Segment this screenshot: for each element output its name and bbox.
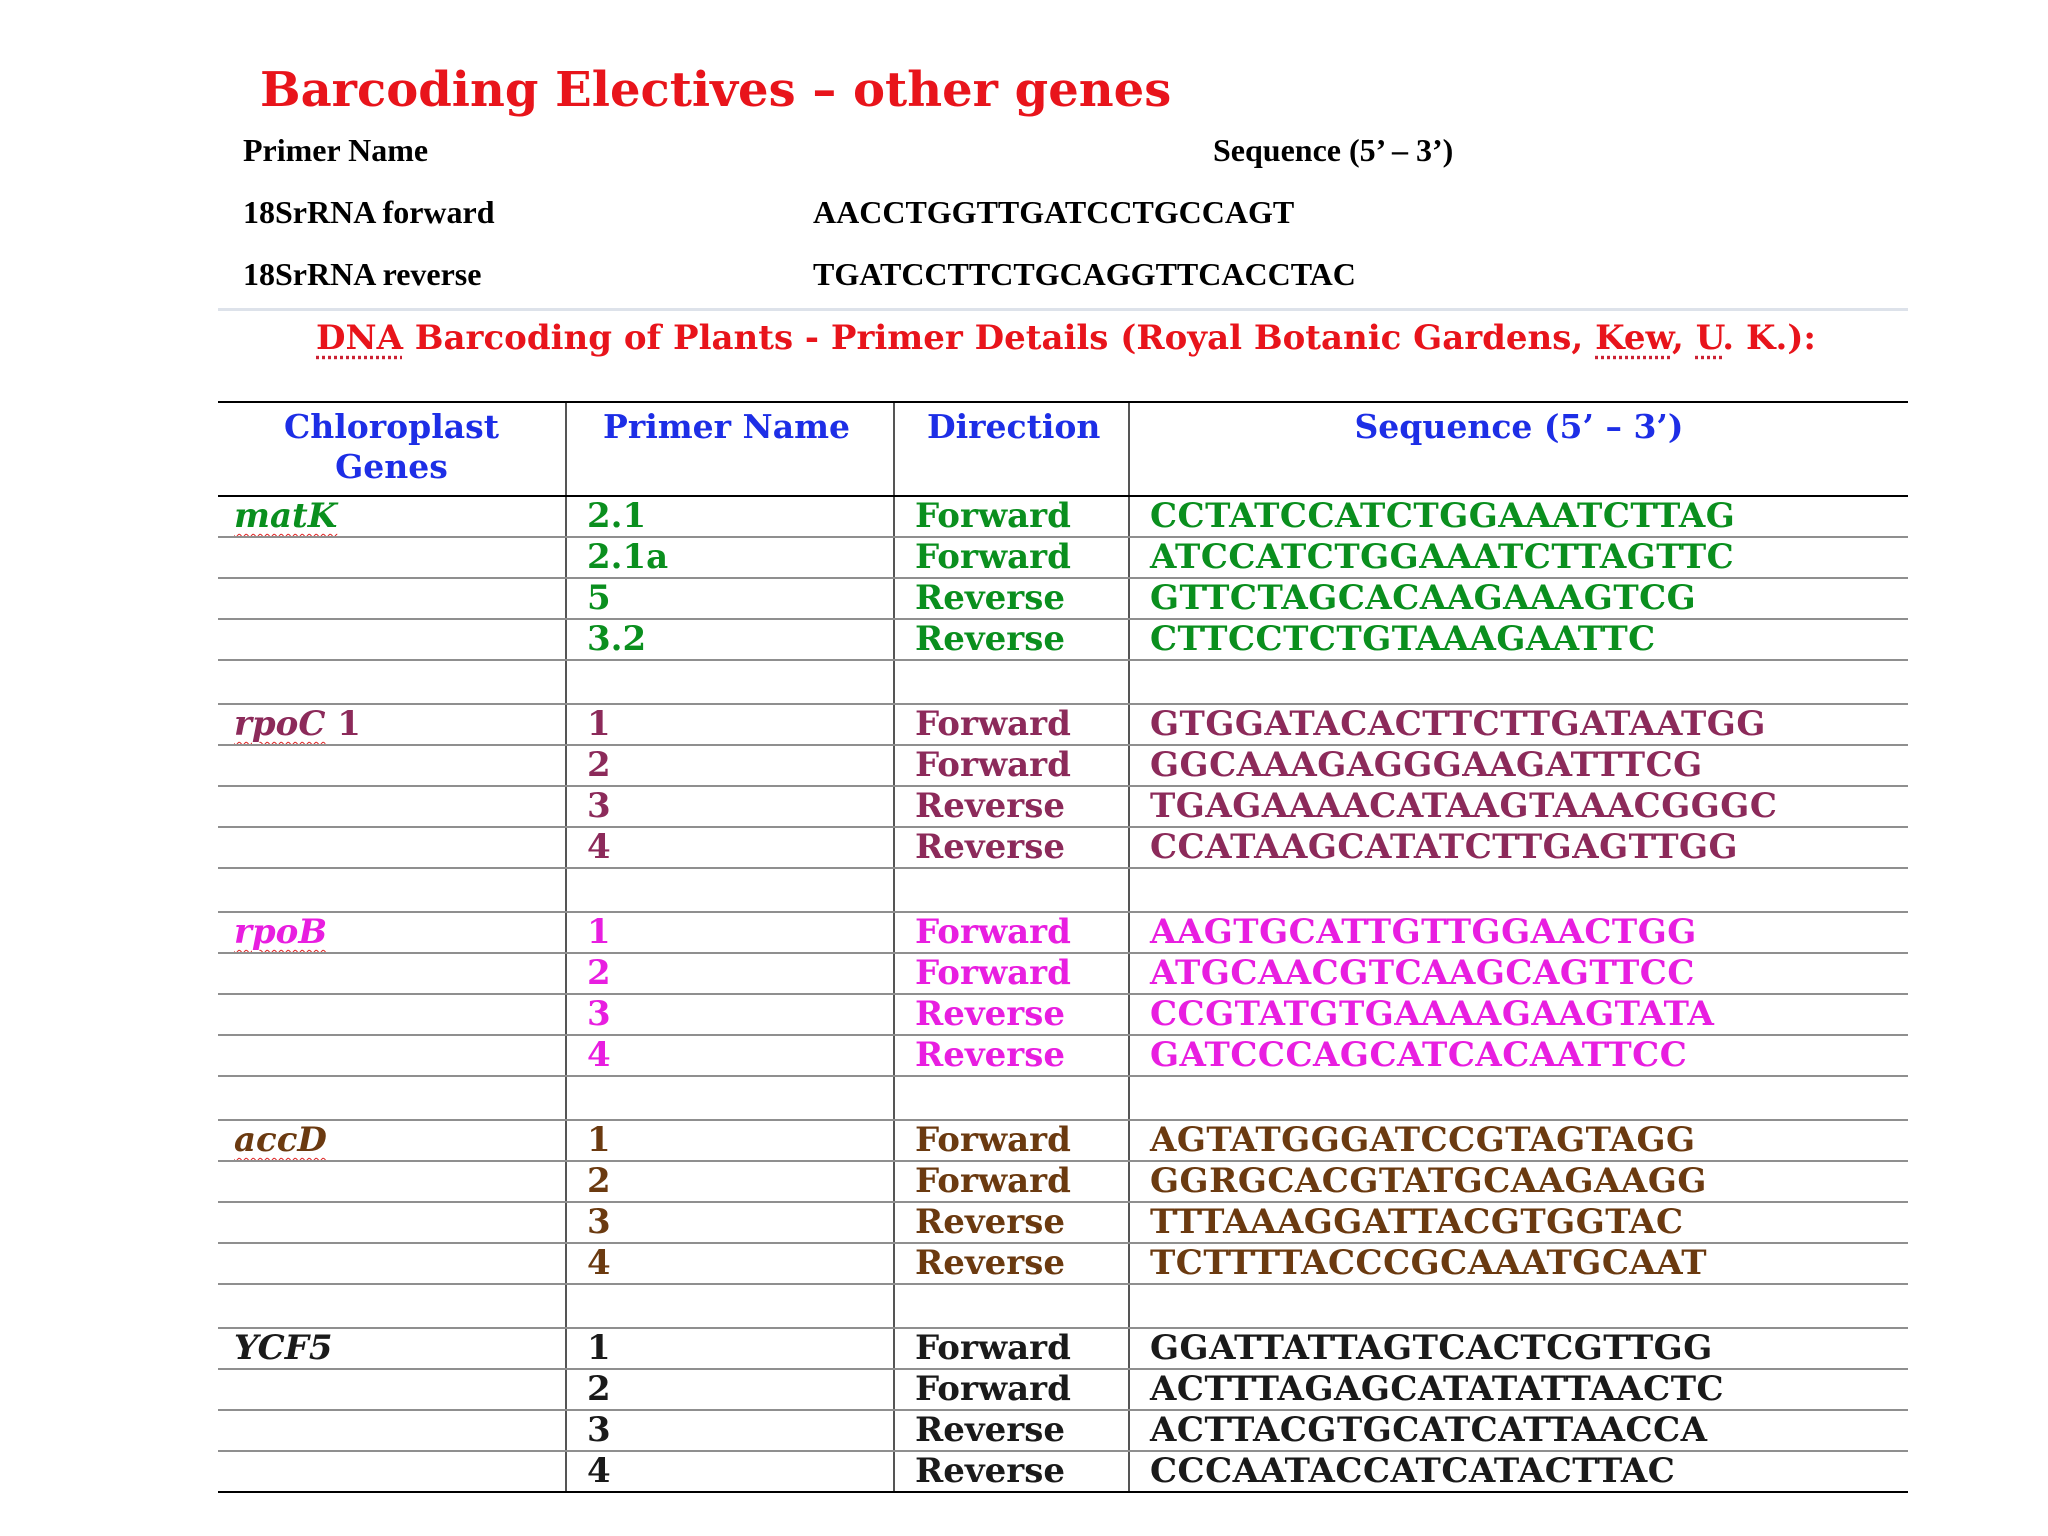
subtitle-kew: Kew	[1595, 318, 1673, 358]
empty-cell	[566, 868, 894, 912]
primer-sequence: TGATCCTTCTGCAGGTTCACCTAC	[813, 256, 1356, 292]
gene-cell	[218, 1161, 566, 1202]
subtitle-comma: ,	[1672, 318, 1696, 358]
table-row	[218, 1120, 1908, 1161]
empty-cell	[894, 660, 1129, 704]
gene-name: YCF5	[234, 1328, 333, 1368]
general-primer-header	[243, 132, 1743, 194]
gene-cell	[218, 953, 566, 994]
subtitle-end: . K.):	[1722, 318, 1816, 358]
table-row	[218, 745, 1908, 786]
sequence-cell: GGATTATTAGTCACTCGTTGG	[1129, 1328, 1908, 1369]
sequence-cell: TCTTTTACCCGCAAATGCAAT	[1129, 1243, 1908, 1284]
table-row	[218, 704, 1908, 745]
primer-name-cell: 4	[566, 827, 894, 868]
primer-name-cell: 2	[566, 1161, 894, 1202]
sequence-cell: ATCCATCTGGAAATCTTAGTTC	[1129, 537, 1908, 578]
direction-cell: Reverse	[894, 1202, 1129, 1243]
spacer-row	[218, 1076, 1908, 1120]
spacer-row	[218, 868, 1908, 912]
table-row	[218, 578, 1908, 619]
direction-cell: Forward	[894, 1161, 1129, 1202]
direction-cell: Forward	[894, 745, 1129, 786]
spacer-row	[218, 660, 1908, 704]
table-row	[218, 1369, 1908, 1410]
primer-name-cell: 4	[566, 1243, 894, 1284]
primer-name-cell: 5	[566, 578, 894, 619]
table-row	[218, 786, 1908, 827]
direction-cell: Forward	[894, 953, 1129, 994]
direction-cell: Reverse	[894, 1243, 1129, 1284]
gene-cell	[218, 1202, 566, 1243]
sequence-cell: AGTATGGGATCCGTAGTAGG	[1129, 1120, 1908, 1161]
gene-cell	[218, 496, 566, 537]
primer-name-cell: 1	[566, 1120, 894, 1161]
primer-sequence: AACCTGGTTGATCCTGCCAGT	[813, 194, 1295, 230]
direction-cell: Forward	[894, 1328, 1129, 1369]
sequence-cell: GGCAAAGAGGGAAGATTTCG	[1129, 745, 1908, 786]
table-row	[218, 1451, 1908, 1492]
gene-suffix: 1	[325, 704, 361, 744]
primer-name: 18SrRNA reverse	[243, 256, 482, 292]
direction-cell: Forward	[894, 1369, 1129, 1410]
gene-header-line2: Genes	[335, 447, 448, 486]
primer-name-cell: 1	[566, 912, 894, 953]
empty-cell	[566, 660, 894, 704]
empty-cell	[1129, 660, 1908, 704]
primer-table-body	[218, 496, 1908, 1492]
empty-cell	[1129, 868, 1908, 912]
primer-name-cell: 3	[566, 994, 894, 1035]
sequence-cell: GATCCCAGCATCACAATTCC	[1129, 1035, 1908, 1076]
gene-cell	[218, 786, 566, 827]
gene-cell	[218, 704, 566, 745]
sequence-cell: TGAGAAAACATAAGTAAACGGGC	[1129, 786, 1908, 827]
primer-name-cell: 3	[566, 786, 894, 827]
table-row	[218, 1243, 1908, 1284]
gene-name: rpoC	[234, 704, 326, 744]
primer-name-cell: 2	[566, 1369, 894, 1410]
table-row	[218, 1328, 1908, 1369]
sequence-cell: ATGCAACGTCAAGCAGTTCC	[1129, 953, 1908, 994]
empty-cell	[566, 1284, 894, 1328]
direction-cell: Reverse	[894, 1410, 1129, 1451]
direction-cell: Forward	[894, 496, 1129, 537]
table-row	[218, 537, 1908, 578]
empty-cell	[218, 1076, 566, 1120]
direction-cell: Reverse	[894, 827, 1129, 868]
direction-cell: Reverse	[894, 994, 1129, 1035]
page-title: Barcoding Electives – other genes	[260, 62, 1172, 118]
primer-name-cell: 1	[566, 1328, 894, 1369]
sequence-cell: CCCAATACCATCATACTTAC	[1129, 1451, 1908, 1492]
primer-name-cell: 3.2	[566, 619, 894, 660]
primer-name: 18SrRNA forward	[243, 194, 495, 230]
table-row	[218, 1161, 1908, 1202]
primer-name-heading: Primer Name	[243, 132, 429, 168]
gene-name: rpoB	[234, 912, 328, 952]
sequence-cell: AAGTGCATTGTTGGAACTGG	[1129, 912, 1908, 953]
empty-cell	[218, 660, 566, 704]
gene-cell	[218, 1451, 566, 1492]
primer-name-cell: 4	[566, 1035, 894, 1076]
direction-cell: Forward	[894, 537, 1129, 578]
gene-cell	[218, 1328, 566, 1369]
direction-cell: Reverse	[894, 1035, 1129, 1076]
table-row	[218, 953, 1908, 994]
table-row	[218, 994, 1908, 1035]
primer-name-cell: 2	[566, 953, 894, 994]
sequence-cell: CTTCCTCTGTAAAGAATTC	[1129, 619, 1908, 660]
gene-cell	[218, 1410, 566, 1451]
empty-cell	[218, 868, 566, 912]
section-subtitle	[316, 318, 1816, 358]
subtitle-dna: DNA	[316, 318, 403, 358]
sequence-cell: GTGGATACACTTCTTGATAATGG	[1129, 704, 1908, 745]
sequence-cell: ACTTTAGAGCATATATTAACTC	[1129, 1369, 1908, 1410]
gene-cell	[218, 745, 566, 786]
gene-cell	[218, 1243, 566, 1284]
sequence-cell: GGRGCACGTATGCAAGAAGG	[1129, 1161, 1908, 1202]
direction-cell: Forward	[894, 912, 1129, 953]
gene-cell	[218, 1369, 566, 1410]
gene-cell	[218, 1035, 566, 1076]
column-header-sequence: Sequence (5’ – 3’)	[1129, 402, 1908, 496]
sequence-cell: TTTAAAGGATTACGTGGTAC	[1129, 1202, 1908, 1243]
empty-cell	[894, 1076, 1129, 1120]
primer-name-cell: 2	[566, 745, 894, 786]
table-row	[218, 619, 1908, 660]
primer-name-cell: 4	[566, 1451, 894, 1492]
empty-cell	[1129, 1284, 1908, 1328]
direction-cell: Forward	[894, 1120, 1129, 1161]
gene-name: accD	[234, 1120, 327, 1160]
general-primer-list	[243, 132, 1743, 318]
table-row	[218, 827, 1908, 868]
sequence-heading: Sequence (5’ – 3’)	[1213, 132, 1454, 168]
table-row	[218, 1035, 1908, 1076]
empty-cell	[566, 1076, 894, 1120]
gene-name: matK	[234, 496, 338, 536]
section-divider	[218, 308, 1908, 311]
table-row	[218, 1410, 1908, 1451]
spacer-row	[218, 1284, 1908, 1328]
primer-table	[218, 401, 1908, 1493]
primer-table-header-row	[218, 402, 1908, 496]
primer-name-cell: 2.1	[566, 496, 894, 537]
gene-cell	[218, 912, 566, 953]
column-header-direction: Direction	[894, 402, 1129, 496]
gene-cell	[218, 994, 566, 1035]
sequence-cell: CCGTATGTGAAAAGAAGTATA	[1129, 994, 1908, 1035]
primer-name-cell: 2.1a	[566, 537, 894, 578]
gene-cell	[218, 619, 566, 660]
column-header-primer: Primer Name	[566, 402, 894, 496]
direction-cell: Reverse	[894, 578, 1129, 619]
primer-table-wrapper	[218, 401, 1908, 1493]
table-row	[218, 912, 1908, 953]
sequence-cell: GTTCTAGCACAAGAAAGTCG	[1129, 578, 1908, 619]
subtitle-text: Barcoding of Plants - Primer Details (Royal Botanic Gardens,	[402, 318, 1596, 358]
gene-cell	[218, 537, 566, 578]
direction-cell: Reverse	[894, 786, 1129, 827]
direction-cell: Reverse	[894, 1451, 1129, 1492]
sequence-cell: CCTATCCATCTGGAAATCTTAG	[1129, 496, 1908, 537]
subtitle-u: U	[1695, 318, 1723, 358]
primer-name-cell: 3	[566, 1202, 894, 1243]
empty-cell	[894, 1284, 1129, 1328]
direction-cell: Forward	[894, 704, 1129, 745]
primer-name-cell: 1	[566, 704, 894, 745]
empty-cell	[218, 1284, 566, 1328]
table-row	[218, 1202, 1908, 1243]
gene-cell	[218, 1120, 566, 1161]
primer-name-cell: 3	[566, 1410, 894, 1451]
gene-cell	[218, 578, 566, 619]
sequence-cell: CCATAAGCATATCTTGAGTTGG	[1129, 827, 1908, 868]
direction-cell: Reverse	[894, 619, 1129, 660]
empty-cell	[894, 868, 1129, 912]
empty-cell	[1129, 1076, 1908, 1120]
table-row	[218, 496, 1908, 537]
sequence-cell: ACTTACGTGCATCATTAACCA	[1129, 1410, 1908, 1451]
general-primer-row	[243, 194, 1743, 256]
gene-header-line1: Chloroplast	[283, 407, 499, 446]
column-header-gene	[218, 402, 566, 496]
gene-cell	[218, 827, 566, 868]
